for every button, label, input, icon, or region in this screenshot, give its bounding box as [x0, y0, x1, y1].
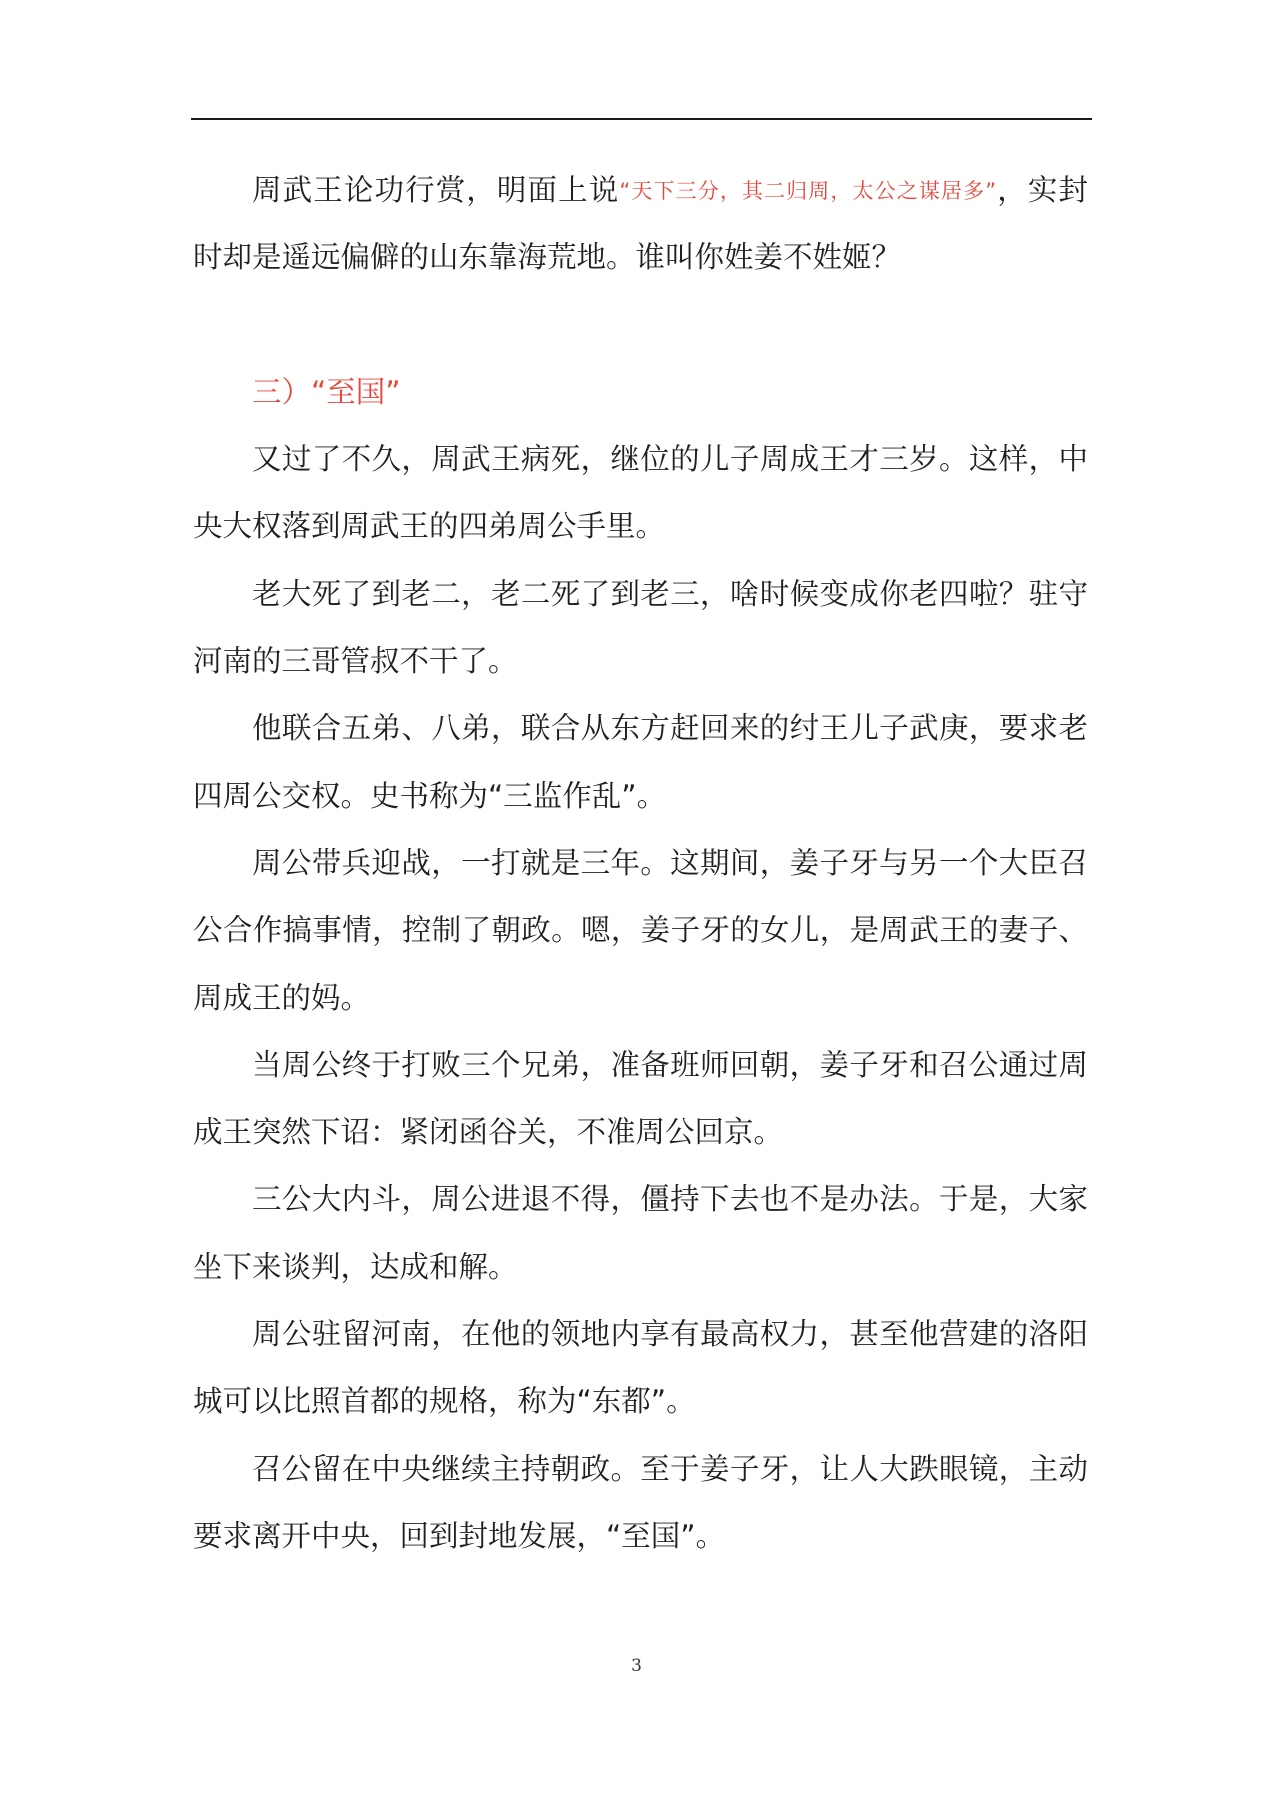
text-line: 周公带兵迎战，一打就是三年。这期间，姜子牙与另一个大臣召	[252, 845, 1088, 880]
page-number: 3	[631, 1656, 642, 1676]
text-segment: ，实封	[996, 173, 1088, 207]
text-line: 成王突然下诏：紧闭函谷关，不准周公回京。	[193, 1115, 784, 1150]
text-line: 召公留在中央继续主持朝政。至于姜子牙，让人大跌眼镜，主动	[252, 1451, 1088, 1486]
text-line: 当周公终于打败三个兄弟，准备班师回朝，姜子牙和召公通过周	[252, 1047, 1088, 1082]
red-quote: “天下三分，其二归周，太公之谋居多”	[619, 179, 997, 203]
blank-line	[193, 292, 1088, 359]
text-line: 又过了不久，周武王病死，继位的儿子周成王才三岁。这样，中	[252, 442, 1088, 477]
paragraph	[193, 695, 1088, 830]
text-line: 坐下来谈判，达成和解。	[193, 1249, 518, 1284]
text-segment: 周武王论功行赏，明面上说	[252, 173, 620, 207]
text-line: 三公大内斗，周公进退不得，僵持下去也不是办法。于是，大家	[252, 1182, 1088, 1217]
text-line: 城可以比照首都的规格，称为“东都”。	[193, 1384, 696, 1419]
text-line: 河南的三哥管叔不干了。	[193, 644, 518, 679]
page-content	[193, 157, 1088, 1570]
header-rule	[191, 118, 1092, 120]
text-line: 老大死了到老二，老二死了到老三，啥时候变成你老四啦？驻守	[252, 576, 1088, 611]
paragraph	[193, 426, 1088, 561]
text-line: 他联合五弟、八弟，联合从东方赶回来的纣王儿子武庚，要求老	[252, 711, 1088, 746]
text-line: 时却是遥远偏僻的山东靠海荒地。谁叫你姓姜不姓姬？	[193, 240, 902, 275]
paragraph	[193, 830, 1088, 1032]
paragraph	[193, 1301, 1088, 1436]
text-line: 央大权落到周武王的四弟周公手里。	[193, 509, 666, 544]
paragraph	[193, 1032, 1088, 1167]
text-line: 要求离开中央，回到封地发展，“至国”。	[193, 1518, 726, 1553]
text-line: 周公驻留河南，在他的领地内享有最高权力，甚至他营建的洛阳	[252, 1317, 1088, 1352]
text-line: 公合作搞事情，控制了朝政。嗯，姜子牙的女儿，是周武王的妻子、	[193, 913, 1088, 948]
paragraph	[193, 561, 1088, 696]
text-line: 四周公交权。史书称为“三监作乱”。	[193, 778, 667, 813]
section-heading: 三）“至国”	[252, 374, 401, 409]
text-line: 周成王的妈。	[193, 980, 371, 1015]
paragraph	[193, 157, 1088, 292]
text-line	[193, 157, 1088, 224]
paragraph	[193, 1166, 1088, 1301]
paragraph	[193, 1436, 1088, 1571]
